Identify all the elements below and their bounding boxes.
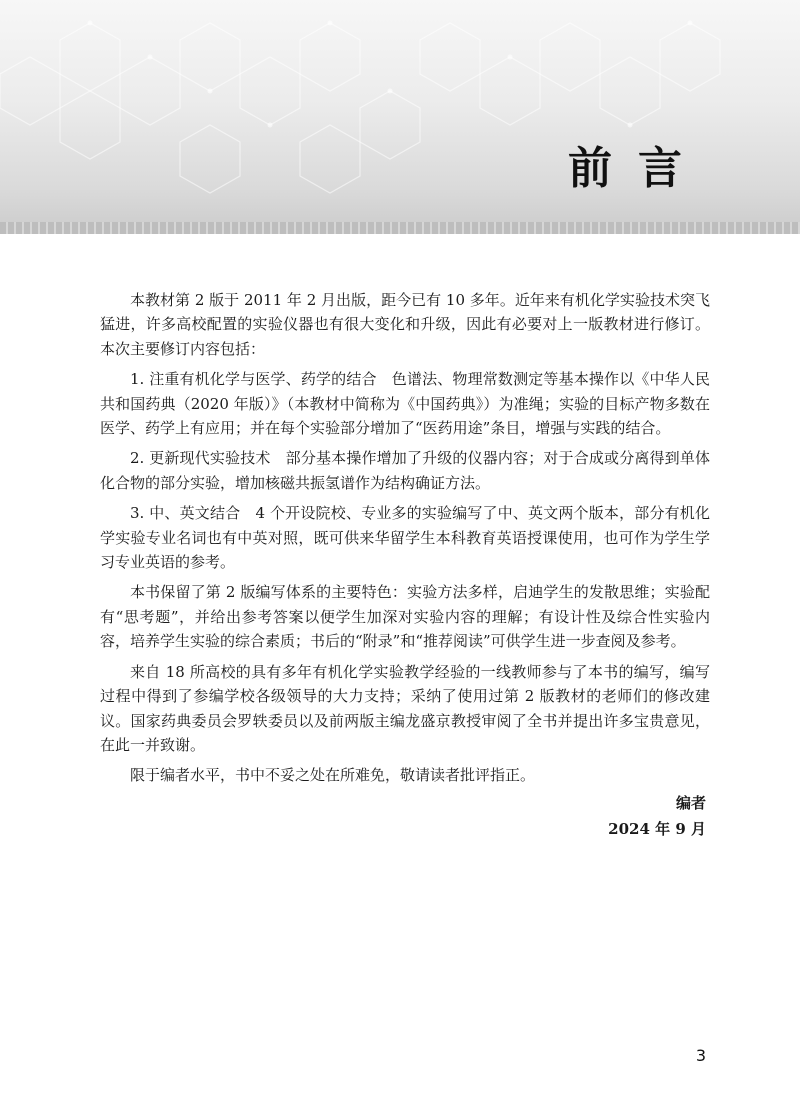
page-number: 3 (695, 1046, 706, 1065)
page-title: 前言 (568, 143, 708, 194)
paragraph-features: 本书保留了第 2 版编写体系的主要特色：实验方法多样，启迪学生的发散思维；实验配有“思考题”，并给出参考答案以便学生加深对实验内容的理解；有设计性及综合性实验内容，培养学生实验的综合素质；书后的“附录”和“推荐阅读”可供学生进一步查阅及参考。 (100, 583, 710, 651)
signature-author: 编者 (675, 794, 706, 812)
signature-block (608, 790, 706, 842)
header-banner (0, 0, 800, 222)
paragraph-acknowledgements: 来自 18 所高校的具有多年有机化学实验教学经验的一线教师参与了本书的编写，编写过程中得到了参编学校各级领导的大力支持；采纳了使用过第 2 版教材的老师们的修改建议。国家药典委员会罗轶委员以及前两版主编龙盛京教授审阅了全书并提出许多宝贵意见，在此一并致谢。 (100, 662, 710, 754)
paragraph-item-3: 3. 中、英文结合 4 个开设院校、专业多的实验编写了中、英文两个版本，部分有机化学实验专业名词也有中英对照，既可供来华留学生本科教育英语授课使用，也可作为学生学习专业英语的参考。 (100, 504, 710, 572)
paragraph-closing: 限于编者水平，书中不妥之处在所难免，敬请读者批评指正。 (130, 766, 536, 785)
paragraph-intro: 本教材第 2 版于 2011 年 2 月出版，距今已有 10 多年。近年来有机化学实验技术突飞猛进，许多高校配置的实验仪器也有很大变化和升级，因此有必要对上一版教材进行修订。本次主要修订内容包括： (100, 291, 710, 358)
paragraph-item-1: 1. 注重有机化学与医学、药学的结合 色谱法、物理常数测定等基本操作以《中华人民共和国药典（2020 年版）》（本教材中简称为《中国药典》）为准绳；实验的目标产物多数在医学、药学上有应用；并在每个实验部分增加了“医药用途”条目，增强与实践的结合。 (100, 370, 710, 438)
header-divider-stripe (0, 222, 800, 234)
paragraph-item-2: 2. 更新现代实验技术 部分基本操作增加了升级的仪器内容；对于合成或分离得到单体化合物的部分实验，增加核磁共振氢谱作为结构确证方法。 (100, 449, 710, 492)
preface-body (100, 288, 710, 794)
signature-date: 2024 年 9 月 (608, 820, 706, 838)
